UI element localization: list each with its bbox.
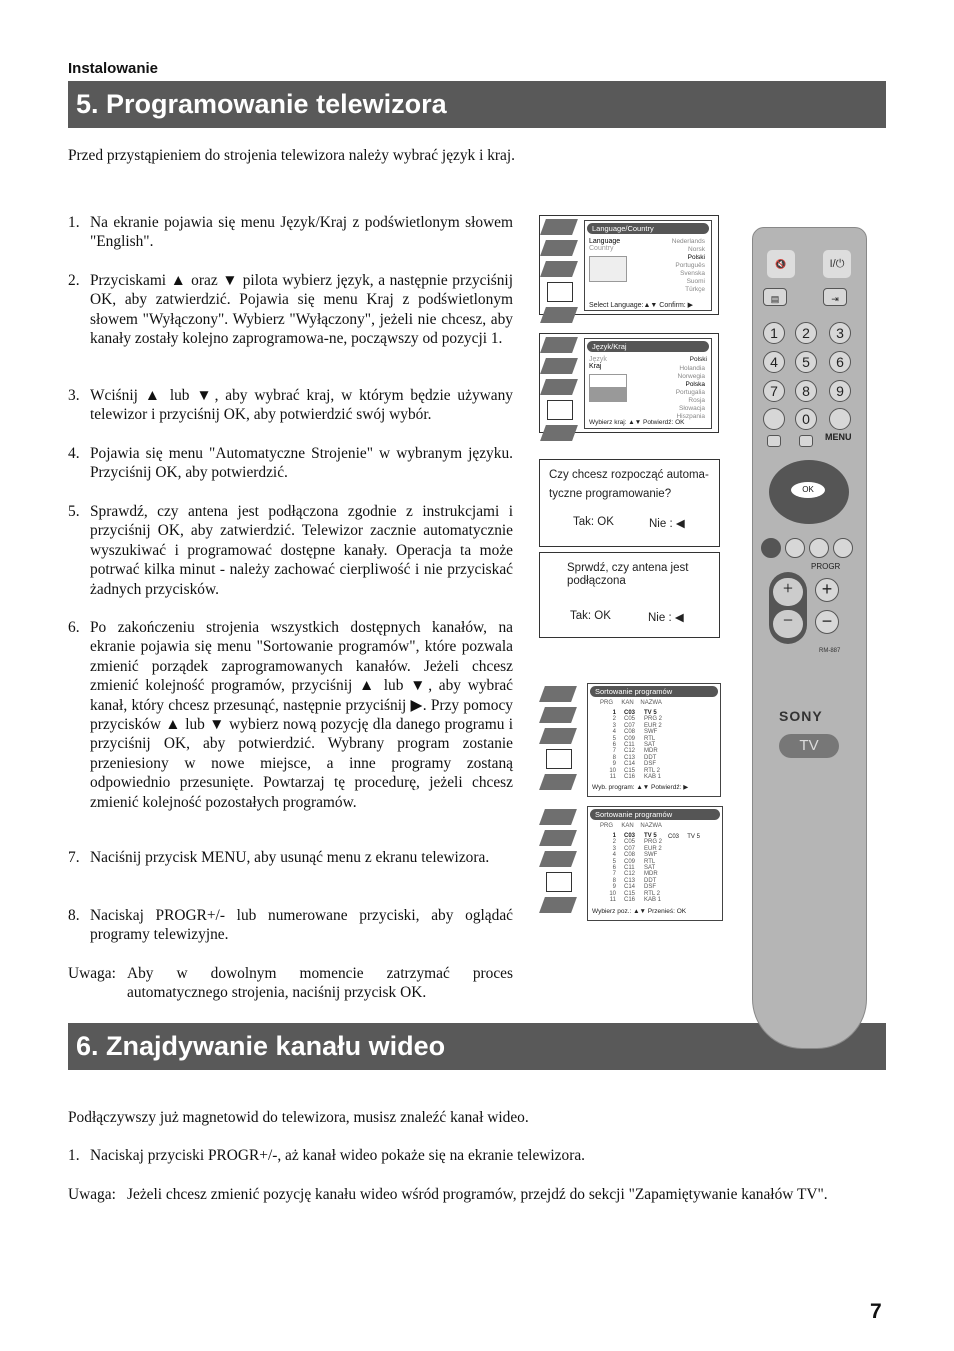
features-icon bbox=[539, 851, 577, 867]
sound-icon bbox=[540, 358, 578, 374]
step-number: 8. bbox=[68, 907, 80, 924]
row-kan: C05 bbox=[624, 839, 636, 846]
row-name: TV 5 bbox=[644, 710, 657, 716]
row-name: KAB 1 bbox=[644, 897, 662, 904]
step-number: 7. bbox=[68, 849, 80, 866]
row-name: DDT bbox=[644, 877, 657, 884]
step-5 bbox=[68, 502, 513, 599]
row-prg: 3 bbox=[612, 845, 616, 852]
sort-list bbox=[602, 833, 668, 903]
section-label: Instalowanie bbox=[68, 60, 159, 77]
moving-program: C03 TV 5 bbox=[668, 834, 700, 840]
minus-icon: − bbox=[821, 611, 833, 631]
row-kan: C14 bbox=[624, 761, 636, 768]
row-name: SAT bbox=[644, 742, 656, 749]
row-kan: C11 bbox=[624, 742, 635, 749]
row-name: KAB 1 bbox=[644, 774, 662, 781]
section-6-intro: Podłączywszy już magnetowid do telewizora, musisz znaleźć kanał wideo. bbox=[68, 1109, 529, 1126]
language-option: Nederlands bbox=[671, 238, 705, 245]
row-name: MDR bbox=[644, 748, 658, 755]
step-number: 2. bbox=[68, 272, 80, 289]
digit-button-1[interactable]: 1 bbox=[763, 322, 785, 344]
row-prg: 8 bbox=[612, 754, 616, 761]
row-name: DDT bbox=[644, 754, 657, 761]
country-option: Portugalia bbox=[675, 389, 705, 396]
language-option: Türkçe bbox=[685, 286, 705, 293]
language-list bbox=[655, 238, 707, 294]
input-icon: ⇥ bbox=[831, 294, 839, 304]
row-name: RTL 2 bbox=[644, 767, 661, 774]
row-prg: 7 bbox=[612, 748, 616, 755]
row-kan: C09 bbox=[624, 735, 636, 742]
country-screen bbox=[539, 333, 719, 433]
language-menu bbox=[584, 220, 712, 311]
row-prg: 2 bbox=[612, 839, 616, 846]
info-icon: ▤ bbox=[770, 294, 780, 304]
row-name: SWF bbox=[644, 729, 658, 736]
row-prg: 4 bbox=[612, 852, 616, 859]
digit-button-5[interactable]: 5 bbox=[795, 351, 817, 373]
menu-title: Język/Kraj bbox=[587, 341, 709, 352]
digit-button-2[interactable]: 2 bbox=[795, 322, 817, 344]
menu-left-item: Kraj bbox=[589, 363, 602, 370]
row-name: SAT bbox=[644, 865, 656, 872]
menu-title: Sortowanie programów bbox=[590, 809, 720, 820]
digit-button-7[interactable]: 7 bbox=[763, 380, 785, 402]
step-text: Naciskaj przyciski PROGR+/-, aż kanał wideo pokaże się na ekranie telewizora. bbox=[90, 1147, 586, 1164]
row-kan: C15 bbox=[624, 890, 636, 897]
picture-icon bbox=[539, 686, 577, 702]
step-3 bbox=[68, 386, 513, 425]
country-option: Hiszpania bbox=[676, 413, 705, 420]
digit-button-4[interactable]: 4 bbox=[763, 351, 785, 373]
row-name: EUR 2 bbox=[644, 722, 662, 729]
picture-icon bbox=[539, 809, 577, 825]
tv-label: TV bbox=[779, 734, 839, 758]
row-kan: C07 bbox=[624, 845, 636, 852]
step-2 bbox=[68, 271, 513, 349]
av-button[interactable] bbox=[763, 408, 785, 430]
row-prg: 1 bbox=[612, 833, 616, 839]
sort-screen-1 bbox=[539, 683, 722, 798]
sort-headers bbox=[600, 700, 710, 706]
digit-button-3[interactable]: 3 bbox=[829, 322, 851, 344]
features-icon bbox=[539, 728, 577, 744]
menu-left-item: Język bbox=[589, 356, 607, 363]
note-5 bbox=[68, 964, 513, 1003]
row-kan: C15 bbox=[624, 767, 636, 774]
back-button[interactable] bbox=[829, 408, 851, 430]
row-name: SWF bbox=[644, 852, 658, 859]
menu-icon-column bbox=[543, 337, 581, 446]
setup-icon bbox=[547, 400, 573, 420]
section-6-title: 6. Znajdywanie kanału wideo bbox=[68, 1023, 886, 1070]
features-icon bbox=[540, 261, 578, 277]
input-button[interactable] bbox=[823, 288, 847, 306]
language-option: Suomi bbox=[686, 278, 705, 285]
header-nazwa: NAZWA bbox=[640, 823, 662, 829]
dialog-no: Nie : ◀ bbox=[648, 612, 684, 624]
menu-icon-column bbox=[542, 809, 580, 918]
preview-box bbox=[589, 256, 627, 282]
row-kan: C11 bbox=[624, 865, 635, 872]
step-text: Pojawia się menu "Automatyczne Strojenie" w wybranym języku. Przyciśnij OK, aby potwierdzić. bbox=[90, 445, 513, 482]
progr-down-button[interactable] bbox=[815, 610, 839, 634]
setup-icon bbox=[547, 282, 573, 302]
power-button[interactable] bbox=[823, 250, 851, 278]
country-list bbox=[655, 365, 707, 421]
section-5-intro: Przed przystąpieniem do strojenia telewizora należy wybrać język i kraj. bbox=[68, 147, 515, 164]
blue-button[interactable] bbox=[833, 538, 853, 558]
digit-button-6[interactable]: 6 bbox=[829, 351, 851, 373]
note-label: Uwaga: bbox=[68, 1186, 116, 1203]
country-menu bbox=[584, 338, 712, 429]
row-kan: C08 bbox=[624, 852, 636, 859]
note-6 bbox=[68, 1185, 828, 1204]
row-prg: 6 bbox=[612, 742, 616, 749]
menu-footer: Wybierz kraj: ▲▼ Potwierdź: OK bbox=[589, 419, 685, 426]
step-text: Wciśnij ▲ lub ▼, aby wybrać kraj, w którym będzie używany telewizor i przyciśnij OK, aby potwierdzić swój wybór. bbox=[90, 387, 513, 424]
sound-icon bbox=[539, 830, 577, 846]
digit-button-9[interactable]: 9 bbox=[829, 380, 851, 402]
row-kan: C16 bbox=[624, 774, 636, 781]
menu-footer: Select Language:▲▼ Confirm: ▶ bbox=[589, 302, 694, 309]
yellow-button[interactable] bbox=[809, 538, 829, 558]
volume-rocker[interactable] bbox=[769, 572, 807, 644]
row-prg: 9 bbox=[612, 761, 616, 768]
green-button[interactable] bbox=[785, 538, 805, 558]
dialog-yes: Tak: OK bbox=[573, 516, 614, 528]
row-prg: 2 bbox=[612, 716, 616, 723]
header-kan: KAN bbox=[621, 700, 634, 706]
info-button[interactable] bbox=[763, 288, 787, 306]
preview-box-top bbox=[589, 374, 627, 388]
step-number: 1. bbox=[68, 214, 80, 231]
sort-row bbox=[602, 897, 668, 903]
preview-box-bottom bbox=[589, 388, 627, 402]
volume-down-icon: − bbox=[773, 610, 803, 638]
row-prg: 5 bbox=[612, 735, 616, 742]
digit-button-0[interactable]: 0 bbox=[795, 408, 817, 430]
step-text: Na ekranie pojawia się menu Język/Kraj z podświetlonym słowem "English". bbox=[90, 214, 513, 251]
menu-title: Sortowanie programów bbox=[590, 686, 718, 697]
step-4 bbox=[68, 444, 513, 483]
preset-icon bbox=[539, 774, 577, 790]
preset-icon bbox=[540, 425, 578, 441]
menu-title: Language/Country bbox=[587, 223, 709, 234]
antenna-dialog bbox=[539, 552, 720, 638]
brand-logo: SONY bbox=[779, 708, 823, 724]
picture-icon bbox=[540, 219, 578, 235]
note-text: Jeżeli chcesz zmienić pozycję kanału wideo wśród programów, przejdź do sekcji "Zapamiętywanie kanałów TV". bbox=[127, 1186, 828, 1203]
row-prg: 1 bbox=[612, 710, 616, 716]
step-text: Sprawdź, czy antena jest podłączona zgodnie z instrukcjami i przyciśnij OK, aby zatwierdzić. Telewizor zacznie automatycznie wyszukiwać i programować dostępne kanały. Operacja ta może potrwać kilka minut - należy zachować cierpliwość i nie przyciskać żadnych przycisków. bbox=[90, 503, 513, 598]
sort-row bbox=[602, 774, 672, 780]
step-number: 4. bbox=[68, 445, 80, 462]
step-text: Po zakończeniu strojenia wszystkich dostępnych kanałów, na ekranie pojawia się menu "Sortowanie programów", które pozwala zmienić porządek zaprogramowanych kanałów. Jeżeli chcesz zmienić kolejność programów, przyciśnij ▲ lub ▼, aby wybrać kanał, który chcesz przesunąć, następnie przyciśnij ▶. Przy pomocy przycisków ▲ lub ▼ wybierz nową pozycję dla danego programu i przyciśnij OK, aby potwierdzić. Wybrany program zostanie przeniesiony w nowe miejsce, a inne programy zostaną odpowiednio przesunięte. Powtarzaj tę procedurę, jeżeli chcesz zmienić kolejność pozostałych programów. bbox=[90, 619, 513, 811]
menu-button-label[interactable]: MENU bbox=[825, 432, 852, 442]
row-kan: C03 bbox=[624, 710, 636, 716]
note-label: Uwaga: bbox=[68, 965, 116, 982]
row-prg: 10 bbox=[609, 767, 616, 774]
row-prg: 10 bbox=[609, 890, 616, 897]
section-6-step-1 bbox=[68, 1146, 886, 1165]
preset-icon bbox=[539, 897, 577, 913]
header-prg: PRG bbox=[600, 700, 614, 706]
preset-icon bbox=[540, 307, 578, 323]
mute-button[interactable] bbox=[767, 250, 795, 278]
step-number: 6. bbox=[68, 619, 80, 636]
step-7 bbox=[68, 848, 513, 867]
header-prg: PRG bbox=[600, 823, 614, 829]
plus-icon: + bbox=[821, 579, 833, 599]
volume-up-icon: + bbox=[773, 578, 803, 606]
row-kan: C12 bbox=[624, 748, 636, 755]
row-kan: C16 bbox=[624, 897, 636, 904]
row-name: RTL bbox=[644, 858, 656, 865]
sort-menu-2 bbox=[587, 806, 723, 921]
dialog-question: Czy chcesz rozpocząć automa-tyczne programowanie? bbox=[549, 469, 709, 500]
step-number: 1. bbox=[68, 1147, 80, 1164]
guide-button[interactable] bbox=[799, 435, 813, 447]
language-option: Norsk bbox=[688, 246, 705, 253]
row-kan: C09 bbox=[624, 858, 636, 865]
page-number: 7 bbox=[870, 1300, 882, 1323]
progr-label: PROGR bbox=[811, 562, 841, 571]
country-option: Słowacja bbox=[678, 405, 705, 412]
features-icon bbox=[540, 379, 578, 395]
language-value: Polski bbox=[689, 356, 707, 363]
dialog-yes: Tak: OK bbox=[570, 610, 611, 622]
progr-up-button[interactable] bbox=[815, 578, 839, 602]
setup-icon bbox=[546, 749, 572, 769]
menu-left-item: Country bbox=[589, 245, 614, 252]
menu-footer: Wyb. program: ▲▼ Potwierdź: ▶ bbox=[592, 784, 689, 791]
country-option: Polska bbox=[655, 381, 707, 389]
row-kan: C05 bbox=[624, 716, 636, 723]
section-5-title: 5. Programowanie telewizora bbox=[68, 81, 886, 128]
row-name: PRG 2 bbox=[644, 716, 663, 723]
row-prg: 7 bbox=[612, 871, 616, 878]
row-prg: 9 bbox=[612, 884, 616, 891]
sound-icon bbox=[540, 240, 578, 256]
step-8 bbox=[68, 906, 513, 945]
country-option: Holandia bbox=[679, 365, 705, 372]
row-prg: 8 bbox=[612, 877, 616, 884]
country-option: Norwegia bbox=[677, 373, 705, 380]
sound-icon bbox=[539, 707, 577, 723]
row-name: TV 5 bbox=[644, 833, 657, 839]
row-name: RTL bbox=[644, 735, 656, 742]
row-kan: C08 bbox=[624, 729, 636, 736]
step-number: 5. bbox=[68, 503, 80, 520]
dialog-question: Sprwdź, czy antena jest podłączona bbox=[567, 562, 689, 587]
row-name: EUR 2 bbox=[644, 845, 662, 852]
remote-control bbox=[752, 227, 867, 1049]
step-6 bbox=[68, 618, 513, 812]
row-kan: C12 bbox=[624, 871, 636, 878]
sort-menu-1 bbox=[587, 683, 721, 797]
note-text: Aby w dowolnym momencie zatrzymać proces automatycznego strojenia, naciśnij przycisk OK. bbox=[127, 965, 513, 1002]
menu-left-item: Language bbox=[589, 238, 649, 245]
language-option: Svenska bbox=[680, 270, 705, 277]
auto-program-dialog bbox=[539, 459, 720, 547]
row-name: PRG 2 bbox=[644, 839, 663, 846]
country-option: Rosja bbox=[688, 397, 705, 404]
red-button[interactable] bbox=[761, 538, 781, 558]
menu-icon-column bbox=[543, 219, 581, 328]
mute-icon: 🔇 bbox=[775, 259, 787, 269]
language-option: Polski bbox=[655, 254, 707, 262]
step-text: Przyciskami ▲ oraz ▼ pilota wybierz język, a następnie przyciśnij OK, aby zatwierdzić. Pojawia się menu Kraj z podświetlonym słowem "Wyłączony". Wybierz "Wyłączony", jeżeli nie chcesz, aby kanały zostały kolejno zaprogramowa-ne, począwszy od pozycji 1. bbox=[90, 272, 513, 348]
row-prg: 11 bbox=[609, 897, 616, 904]
row-name: RTL 2 bbox=[644, 890, 661, 897]
step-text: Naciskaj PROGR+/- lub numerowane przyciski, aby oglądać programy telewizyjne. bbox=[90, 907, 513, 944]
menu-footer: Wybierz poz.: ▲▼ Przenieś: OK bbox=[592, 908, 687, 915]
digit-button-8[interactable]: 8 bbox=[795, 380, 817, 402]
row-kan: C13 bbox=[624, 877, 636, 884]
row-name: DSF bbox=[644, 884, 656, 891]
row-kan: C14 bbox=[624, 884, 636, 891]
ok-button[interactable]: OK bbox=[791, 482, 825, 498]
power-icon: I/⏻ bbox=[829, 258, 845, 270]
nav-pad[interactable] bbox=[769, 460, 849, 524]
step-1 bbox=[68, 213, 513, 252]
step-number: 3. bbox=[68, 387, 80, 404]
teletext-button[interactable] bbox=[767, 435, 781, 447]
sort-screen-2 bbox=[539, 806, 724, 921]
model-label: RM-887 bbox=[819, 648, 841, 654]
row-kan: C03 bbox=[624, 833, 636, 839]
row-prg: 5 bbox=[612, 858, 616, 865]
row-name: MDR bbox=[644, 871, 658, 878]
row-kan: C07 bbox=[624, 722, 636, 729]
row-prg: 3 bbox=[612, 722, 616, 729]
row-prg: 11 bbox=[609, 774, 616, 781]
header-nazwa: NAZWA bbox=[640, 700, 662, 706]
sort-list bbox=[602, 710, 672, 780]
setup-icon bbox=[546, 872, 572, 892]
row-kan: C13 bbox=[624, 754, 636, 761]
sort-headers bbox=[600, 823, 710, 829]
menu-icon-column bbox=[542, 686, 580, 795]
step-text: Naciśnij przycisk MENU, aby usunąć menu z ekranu telewizora. bbox=[90, 849, 490, 866]
row-name: DSF bbox=[644, 761, 656, 768]
row-prg: 6 bbox=[612, 865, 616, 872]
language-option: Português bbox=[675, 262, 705, 269]
row-prg: 4 bbox=[612, 729, 616, 736]
dialog-no: Nie : ◀ bbox=[649, 518, 685, 530]
language-country-screen bbox=[539, 215, 719, 315]
picture-icon bbox=[540, 337, 578, 353]
header-kan: KAN bbox=[621, 823, 634, 829]
